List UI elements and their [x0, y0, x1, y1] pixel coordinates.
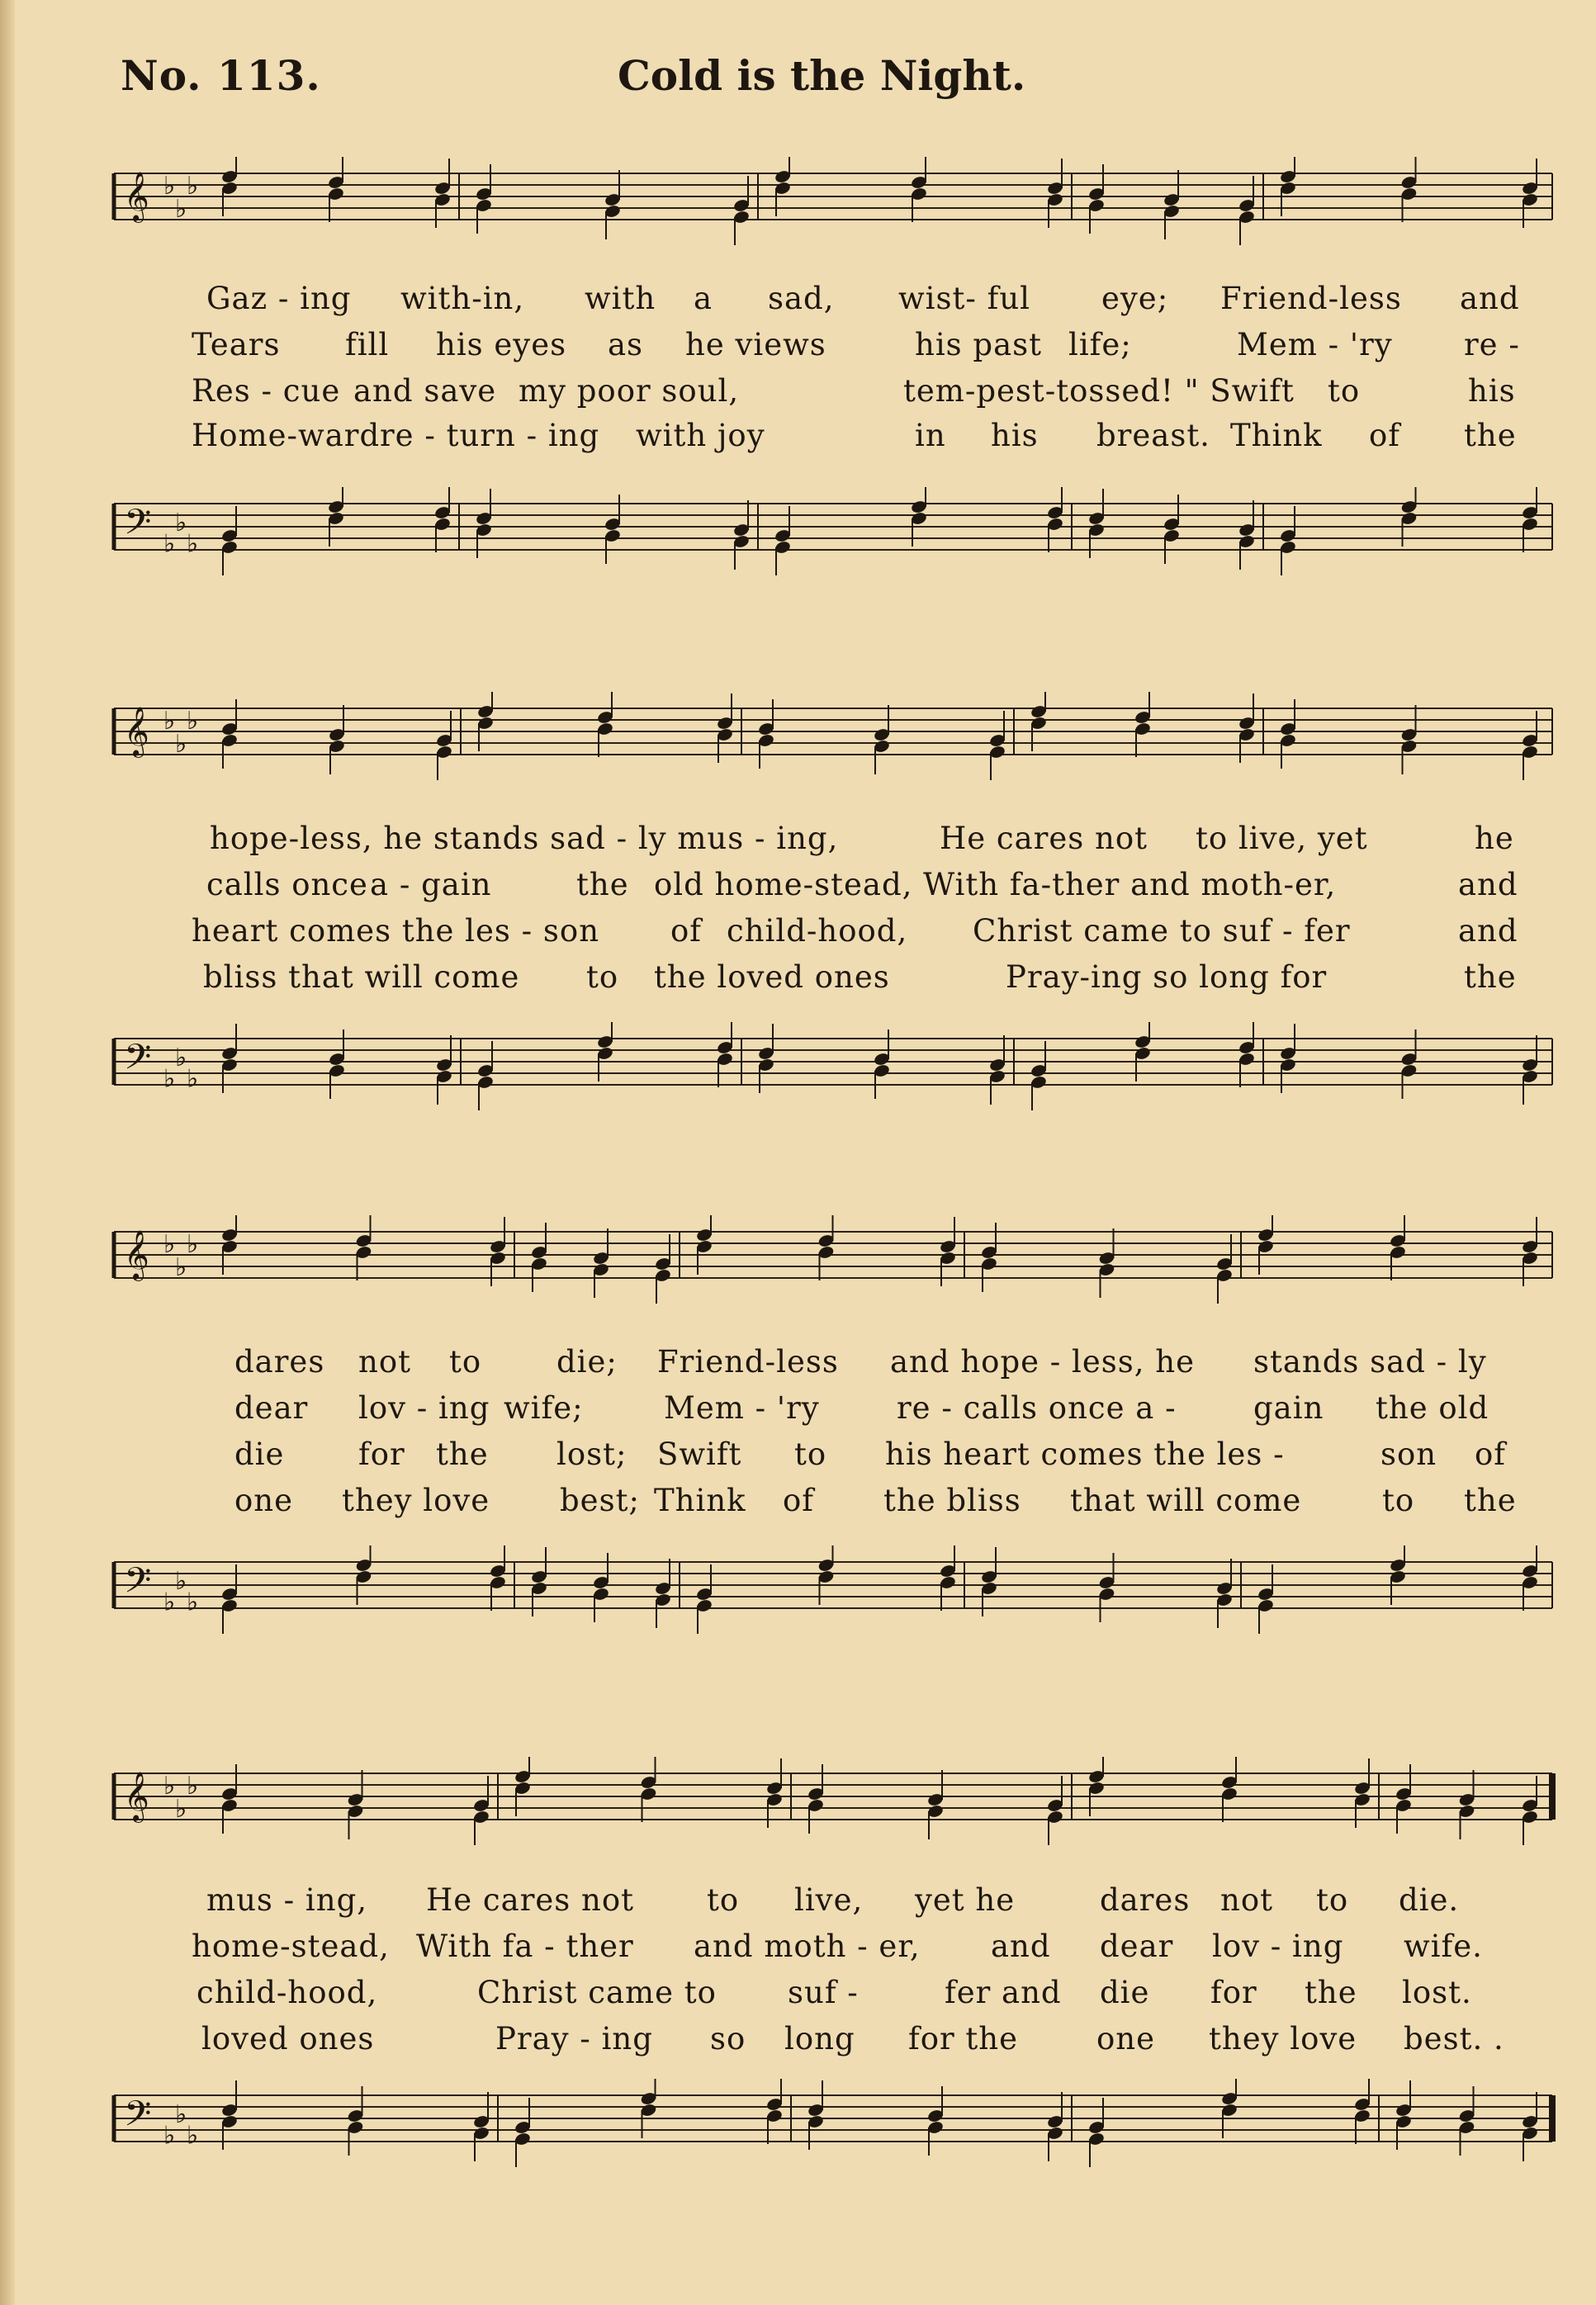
- lyric-word: mus - ing,: [206, 1882, 368, 1918]
- lyric-word: He cares not: [426, 1882, 635, 1918]
- lyric-word: Res - cue: [192, 373, 341, 409]
- lyric-word: breast.: [1096, 418, 1210, 453]
- flat-icon: ♭: [175, 1794, 187, 1824]
- music-system-3: [106, 1199, 1559, 1645]
- lyric-word: with-in,: [400, 281, 525, 316]
- lyric-word: wife.: [1404, 1929, 1483, 1964]
- treble-clef-icon: 𝄞: [124, 1771, 149, 1821]
- lyric-word: life;: [1068, 327, 1132, 362]
- flat-icon: ♭: [163, 706, 176, 736]
- lyric-word: to: [449, 1344, 482, 1380]
- lyric-word: the loved ones: [654, 959, 890, 995]
- lyric-word: of: [1369, 418, 1400, 453]
- lyric-word: wife;: [504, 1390, 584, 1426]
- lyric-word: home-stead,: [192, 1929, 390, 1964]
- treble-clef-icon: 𝄞: [124, 171, 149, 221]
- flat-icon: ♭: [163, 1588, 176, 1617]
- page-edge: [0, 0, 15, 2305]
- flat-icon: ♭: [163, 2121, 176, 2151]
- lyric-word: dear: [234, 1390, 309, 1426]
- verse-line-2: [106, 327, 1559, 370]
- lyric-word: eye;: [1101, 281, 1169, 316]
- lyric-word: to: [1328, 373, 1361, 409]
- lyric-word: and hope - less, he: [890, 1344, 1196, 1380]
- lyric-word: of: [1475, 1436, 1506, 1472]
- hymn-number: No. 113.: [121, 51, 321, 100]
- lyric-word: suf -: [788, 1975, 859, 2010]
- lyric-word: Friend-less: [1220, 281, 1402, 316]
- lyric-word: his: [991, 418, 1039, 453]
- lyric-word: yet he: [915, 1882, 1016, 1918]
- treble-staff: [106, 157, 1559, 248]
- lyric-word: the: [1464, 418, 1517, 453]
- lyric-word: as: [608, 327, 644, 362]
- lyric-word: and: [1458, 867, 1518, 902]
- lyric-word: the: [1464, 959, 1517, 995]
- lyric-word: with joy: [636, 418, 765, 453]
- lyric-word: With fa - ther: [416, 1929, 634, 1964]
- lyric-word: his eyes: [436, 327, 567, 362]
- lyric-word: he: [1475, 821, 1514, 856]
- lyric-word: Christ came to suf - fer: [973, 913, 1351, 949]
- flat-icon: ♭: [187, 2121, 199, 2151]
- lyric-word: he views: [685, 327, 826, 362]
- flat-icon: ♭: [187, 706, 199, 736]
- flat-icon: ♭: [187, 1771, 199, 1801]
- flat-icon: ♭: [175, 194, 187, 224]
- flat-icon: ♭: [175, 729, 187, 759]
- hymn-title: Cold is the Night.: [618, 51, 1026, 100]
- lyric-word: long: [784, 2021, 855, 2057]
- lyric-word: in: [915, 418, 946, 453]
- lyric-word: the old: [1376, 1390, 1489, 1426]
- lyric-word: Think: [654, 1483, 746, 1518]
- lyric-word: lost.: [1402, 1975, 1472, 2010]
- lyric-word: die: [234, 1436, 285, 1472]
- treble-clef-icon: 𝄞: [124, 706, 149, 756]
- bass-staff: [106, 487, 1559, 578]
- lyric-word: a: [694, 281, 713, 316]
- flat-icon: ♭: [163, 1229, 176, 1259]
- lyric-word: for: [1210, 1975, 1257, 2010]
- flat-icon: ♭: [175, 1252, 187, 1282]
- flat-icon: ♭: [175, 1044, 187, 1073]
- lyric-word: the: [436, 1436, 489, 1472]
- music-system-2: [106, 675, 1559, 1121]
- lyric-word: wist- ful: [898, 281, 1030, 316]
- lyric-word: Christ came to: [477, 1975, 717, 2010]
- verse-line-2: [106, 1390, 1559, 1433]
- lyric-word: and: [1460, 281, 1520, 316]
- verse-line-3: [106, 1975, 1559, 2018]
- lyric-word: lov - ing: [358, 1390, 490, 1426]
- lyric-word: his: [1468, 373, 1516, 409]
- lyric-word: He cares not: [940, 821, 1148, 856]
- lyric-word: to: [1382, 1483, 1415, 1518]
- lyric-word: Home-ward: [192, 418, 381, 453]
- lyric-word: and moth - er,: [694, 1929, 921, 1964]
- lyric-word: sad,: [768, 281, 835, 316]
- bass-staff: [106, 2079, 1559, 2170]
- lyric-word: heart comes the les - son: [192, 913, 600, 949]
- lyric-word: the: [576, 867, 629, 902]
- verse-line-2: [106, 867, 1559, 910]
- lyric-word: gain: [1253, 1390, 1324, 1426]
- lyric-word: fill: [345, 327, 390, 362]
- flat-icon: ♭: [175, 2100, 187, 2130]
- lyric-word: and: [1458, 913, 1518, 949]
- lyric-word: Mem - 'ry: [664, 1390, 820, 1426]
- lyric-word: Swift: [657, 1436, 742, 1472]
- flat-icon: ♭: [175, 509, 187, 538]
- verse-line-3: [106, 913, 1559, 956]
- bass-staff: [106, 1022, 1559, 1113]
- flat-icon: ♭: [163, 171, 176, 201]
- lyric-word: hope-less, he stands sad - ly mus - ing,: [210, 821, 839, 856]
- lyric-word: one: [234, 1483, 294, 1518]
- lyric-word: old home-stead, With fa-ther and moth-er,: [654, 867, 1337, 902]
- flat-icon: ♭: [163, 529, 176, 559]
- verse-line-3: [106, 373, 1559, 416]
- lyric-word: re -: [1464, 327, 1520, 362]
- lyric-word: tem-pest-tossed! " Swift: [903, 373, 1295, 409]
- lyric-word: Mem - 'ry: [1237, 327, 1393, 362]
- verse-line-4: [106, 959, 1559, 1002]
- lyric-word: lov - ing: [1212, 1929, 1344, 1964]
- lyric-word: best. .: [1404, 2021, 1504, 2057]
- lyric-word: that will come: [1070, 1483, 1302, 1518]
- lyric-word: fer and: [945, 1975, 1062, 2010]
- music-system-4: [106, 1734, 1559, 2180]
- lyric-word: one: [1096, 2021, 1156, 2057]
- lyric-word: the: [1464, 1483, 1517, 1518]
- bass-staff: [106, 1545, 1559, 1636]
- verse-line-4: [106, 418, 1559, 461]
- verse-line-4: [106, 1483, 1559, 1526]
- lyric-word: they love: [1209, 2021, 1357, 2057]
- lyric-word: a - gain: [370, 867, 492, 902]
- verse-line-4: [106, 2021, 1559, 2064]
- lyric-word: die;: [556, 1344, 618, 1380]
- lyric-word: re - turn - ing: [380, 418, 600, 453]
- lyric-word: bliss that will come: [203, 959, 520, 995]
- hymn-header: [0, 43, 1596, 109]
- verse-line-1: [106, 821, 1559, 864]
- lyric-word: re - calls once a -: [897, 1390, 1177, 1426]
- lyric-word: die.: [1399, 1882, 1460, 1918]
- lyric-word: son: [1381, 1436, 1437, 1472]
- treble-staff: [106, 692, 1559, 783]
- lyric-word: they love: [342, 1483, 490, 1518]
- flat-icon: ♭: [187, 529, 199, 559]
- music-system-1: [106, 140, 1559, 586]
- lyric-word: not: [1220, 1882, 1273, 1918]
- lyric-word: child-hood,: [197, 1975, 378, 2010]
- lyric-word: of: [783, 1483, 814, 1518]
- lyric-word: stands sad - ly: [1253, 1344, 1487, 1380]
- flat-icon: ♭: [175, 1567, 187, 1597]
- treble-staff: [106, 1757, 1559, 1848]
- lyric-word: not: [358, 1344, 411, 1380]
- lyric-word: my poor soul,: [519, 373, 740, 409]
- lyric-word: and: [991, 1929, 1051, 1964]
- lyric-word: Think: [1230, 418, 1323, 453]
- verse-line-1: [106, 1882, 1559, 1925]
- lyric-word: dear: [1100, 1929, 1174, 1964]
- lyric-word: with: [585, 281, 656, 316]
- lyric-word: the: [1305, 1975, 1357, 2010]
- lyric-word: calls once: [206, 867, 368, 902]
- bass-clef-icon: 𝄢: [124, 2093, 152, 2143]
- flat-icon: ♭: [187, 1588, 199, 1617]
- lyric-word: to live, yet: [1196, 821, 1368, 856]
- lyrics-block: [106, 281, 1559, 471]
- lyrics-block: [106, 1344, 1559, 1534]
- flat-icon: ♭: [187, 1064, 199, 1094]
- lyric-word: to: [586, 959, 619, 995]
- lyric-word: lost;: [556, 1436, 628, 1472]
- lyric-word: live,: [794, 1882, 864, 1918]
- flat-icon: ♭: [187, 1229, 199, 1259]
- lyric-word: Pray-ing so long for: [1006, 959, 1328, 995]
- lyric-word: best;: [560, 1483, 640, 1518]
- verse-line-2: [106, 1929, 1559, 1971]
- lyric-word: to: [794, 1436, 827, 1472]
- lyric-word: dares: [234, 1344, 325, 1380]
- lyric-word: dares: [1100, 1882, 1191, 1918]
- lyric-word: Friend-less: [657, 1344, 839, 1380]
- lyrics-block: [106, 1882, 1559, 2072]
- lyrics-block: [106, 821, 1559, 1011]
- lyric-word: Gaz - ing: [206, 281, 352, 316]
- lyric-word: his heart comes the les -: [885, 1436, 1285, 1472]
- lyric-word: of: [670, 913, 702, 949]
- lyric-word: for the: [908, 2021, 1019, 2057]
- treble-clef-icon: 𝄞: [124, 1229, 149, 1280]
- lyric-word: die: [1100, 1975, 1150, 2010]
- lyric-word: his past: [915, 327, 1043, 362]
- lyric-word: to: [707, 1882, 740, 1918]
- lyric-word: to: [1316, 1882, 1349, 1918]
- treble-staff: [106, 1215, 1559, 1306]
- lyric-word: so: [710, 2021, 746, 2057]
- lyric-word: loved ones: [201, 2021, 375, 2057]
- verse-line-1: [106, 281, 1559, 324]
- lyric-word: the bliss: [883, 1483, 1021, 1518]
- lyric-word: Pray - ing: [495, 2021, 653, 2057]
- lyric-word: and save: [353, 373, 497, 409]
- flat-icon: ♭: [187, 171, 199, 201]
- lyric-word: child-hood,: [727, 913, 908, 949]
- lyric-word: Tears: [192, 327, 281, 362]
- flat-icon: ♭: [163, 1064, 176, 1094]
- lyric-word: for: [358, 1436, 405, 1472]
- bass-clef-icon: 𝄢: [124, 1036, 152, 1086]
- verse-line-3: [106, 1436, 1559, 1479]
- verse-line-1: [106, 1344, 1559, 1387]
- bass-clef-icon: 𝄢: [124, 1560, 152, 1610]
- flat-icon: ♭: [163, 1771, 176, 1801]
- bass-clef-icon: 𝄢: [124, 501, 152, 551]
